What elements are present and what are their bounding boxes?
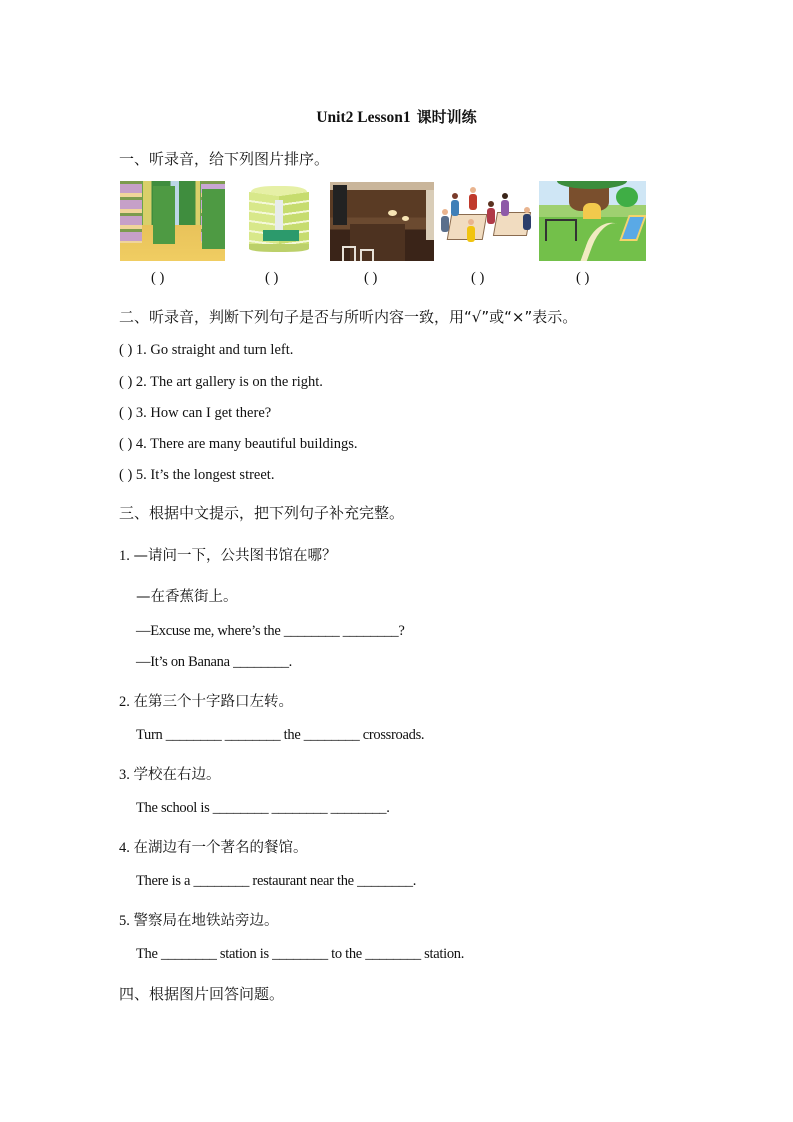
title-chinese: 课时训练 [416,108,477,126]
question-1-english-line-1[interactable]: —Excuse me, where’s the ________ ________? [136,623,405,639]
answer-paren-5[interactable]: ( ) [576,270,590,286]
question-3-prompt [119,763,221,784]
answer-paren[interactable]: ( ) [119,467,133,483]
diners-image [437,186,537,256]
section-3-heading: 三、根据中文提示，把下列句子补充完整。 [119,504,405,522]
judgement-item-5 [119,467,274,484]
judgement-item-3 [119,405,271,422]
answer-paren-2[interactable]: ( ) [265,270,279,286]
restaurant-bar-image [330,182,434,261]
answer-paren[interactable]: ( ) [119,436,133,452]
section-4-heading: 四、根据图片回答问题。 [119,985,285,1003]
question-4-prompt [119,836,308,857]
chinese-prompt: 学校在右边。 [133,767,221,783]
chinese-prompt: —请问一下，公共图书馆在哪？ [133,548,337,564]
answer-paren[interactable]: ( ) [119,342,133,358]
question-1-reply-cn: —在香蕉街上。 [136,589,238,605]
question-number: 4. [119,840,134,856]
building-image [245,184,313,258]
judgement-item-1 [119,342,293,359]
question-5-english[interactable]: The ________ station is ________ to the ________ station. [136,946,465,962]
sentence: 5. It’s the longest street. [135,467,275,483]
question-number: 5. [119,913,134,929]
sentence: 1. Go straight and turn left. [135,342,294,358]
question-3-english[interactable]: The school is ________ ________ ________. [136,800,390,816]
judgement-item-2 [119,374,323,391]
answer-paren[interactable]: ( ) [119,405,133,421]
question-1-prompt [119,544,337,565]
section-1-heading: 一、听录音，给下列图片排序。 [119,150,330,168]
question-5-prompt [119,909,279,930]
sentence: 2. The art gallery is on the right. [135,374,323,390]
answer-paren-1[interactable]: ( ) [151,270,165,286]
section-2-heading: 二、听录音，判断下列句子是否与所听内容一致，用“√”或“×”表示。 [119,308,578,326]
title-english: Unit2 Lesson1 [316,109,411,126]
question-2-prompt [119,690,293,711]
question-1-english-line-2[interactable]: —It’s on Banana ________. [136,654,293,670]
question-number: 2. [119,694,134,710]
chinese-prompt: 在第三个十字路口左转。 [133,694,293,710]
judgement-item-4 [119,436,358,453]
answer-paren[interactable]: ( ) [119,374,133,390]
page-title [0,106,793,127]
chinese-prompt: 在湖边有一个著名的餐馆。 [133,840,308,856]
question-number: 1. [119,548,134,564]
library-aisle-image [120,181,225,261]
question-4-english[interactable]: There is a ________ restaurant near the ________. [136,873,417,889]
sentence: 4. There are many beautiful buildings. [135,436,358,452]
answer-paren-4[interactable]: ( ) [471,270,485,286]
question-number: 3. [119,767,134,783]
question-2-english[interactable]: Turn ________ ________ the ________ crossroads. [136,727,425,743]
answer-paren-3[interactable]: ( ) [364,270,378,286]
park-image [539,181,646,261]
chinese-prompt: 警察局在地铁站旁边。 [133,913,279,929]
sentence: 3. How can I get there? [135,405,272,421]
